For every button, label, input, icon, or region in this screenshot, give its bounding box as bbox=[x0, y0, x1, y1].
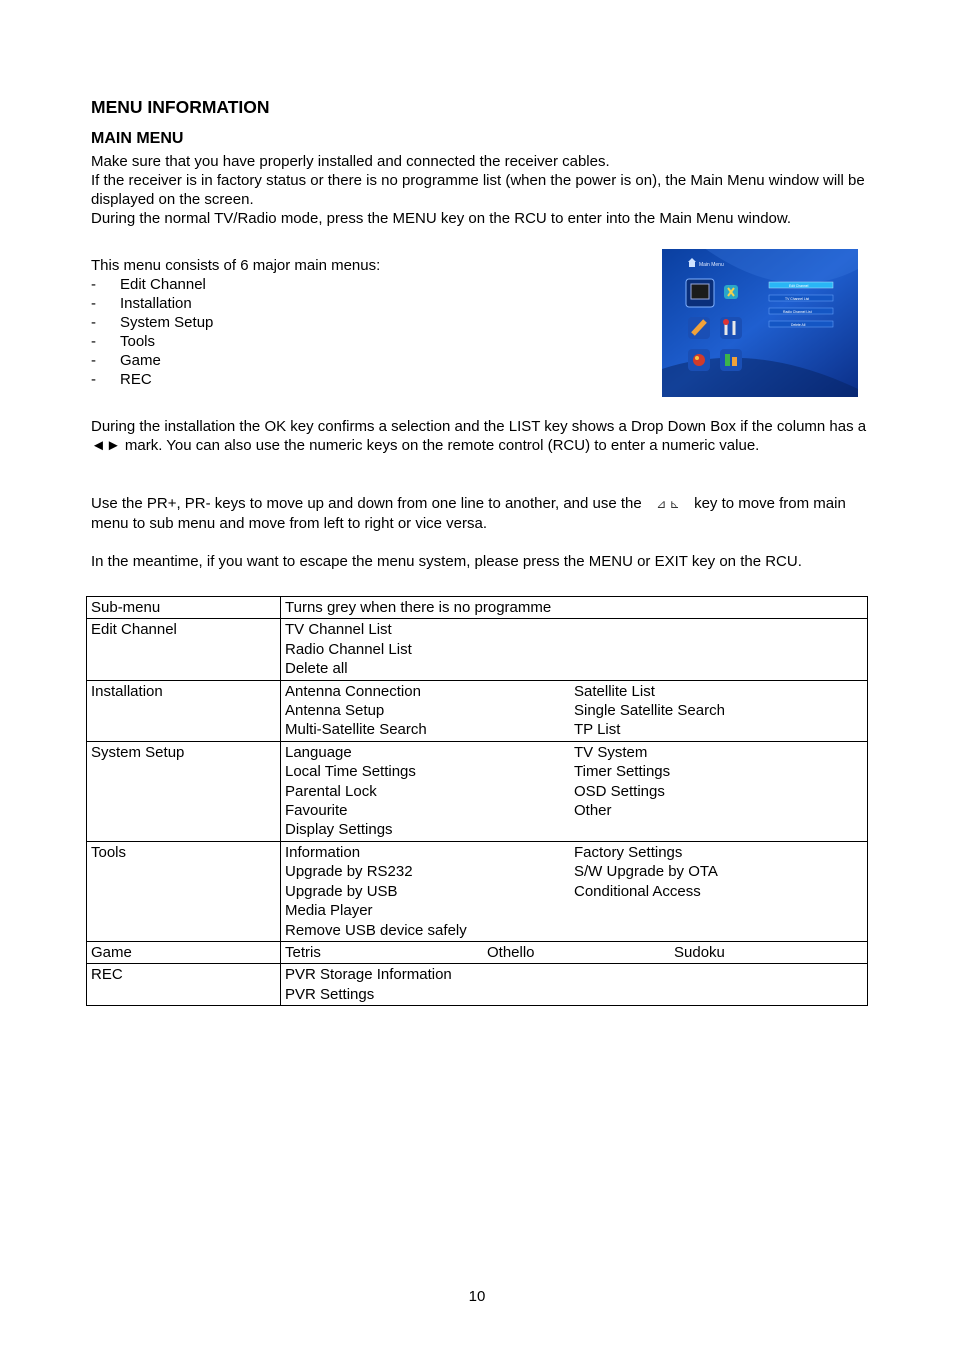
table-row: REC PVR Storage Information PVR Settings bbox=[87, 964, 868, 1006]
pr-keys-paragraph: Use the PR+, PR- keys to move up and down from one line to another, and use the ⊿ ⊾ key to move from main menu to sub menu and move from left to right or vice versa. bbox=[91, 495, 846, 532]
list-item: - Installation bbox=[91, 295, 192, 312]
escape-paragraph: In the meantime, if you want to escape the menu system, please press the MENU or EXIT key on the RCU. bbox=[91, 553, 802, 570]
left-right-key-icon: ⊿ ⊾ bbox=[656, 497, 680, 511]
installation-icon bbox=[724, 285, 738, 299]
screenshot-menu-item: Radio Channel List bbox=[783, 310, 812, 314]
table-row: Game Tetris Othello Sudoku bbox=[87, 941, 868, 963]
ok-key-paragraph: During the installation the OK key confirms a selection and the LIST key shows a Drop Down Box if the column has a ◄► mark. You can also use the numeric keys on the remote control (RCU) to enter a numeric value. bbox=[91, 418, 867, 454]
intro-line: If the receiver is in factory status or there is no programme list (when the power is on), the Main Menu window will be displayed on the screen. bbox=[91, 172, 865, 208]
tv-icon bbox=[691, 284, 709, 299]
list-item: - REC bbox=[91, 371, 152, 388]
screenshot-menu-item: Edit Channel bbox=[789, 284, 809, 288]
page-number: 10 bbox=[468, 1288, 486, 1305]
table-row: Tools Information Upgrade by RS232 Upgrade by USB Media Player Remove USB device safely Factory Settings S/W Upgrade by OTA Conditional Access bbox=[87, 841, 868, 941]
table-row: Sub-menu Turns grey when there is no programme bbox=[87, 597, 868, 619]
screenshot-menu-item: Delete All bbox=[791, 323, 806, 327]
submenu-table bbox=[86, 596, 868, 1006]
table-row: Edit Channel TV Channel List Radio Channel List Delete all bbox=[87, 619, 868, 680]
system-setup-icon bbox=[688, 317, 710, 339]
intro-line: During the normal TV/Radio mode, press the MENU key on the RCU to enter into the Main Menu window. bbox=[91, 210, 792, 227]
tools-icon bbox=[720, 317, 742, 339]
screenshot-title: Main Menu bbox=[699, 262, 724, 268]
list-item: - Tools bbox=[91, 333, 156, 350]
subsection-heading: MAIN MENU bbox=[91, 130, 184, 147]
intro-paragraph bbox=[91, 152, 871, 228]
list-item: - Edit Channel bbox=[91, 276, 206, 293]
main-menu-screenshot bbox=[662, 249, 858, 397]
screenshot-menu-item: TV Channel List bbox=[785, 297, 810, 301]
rec-icon bbox=[720, 349, 742, 371]
game-icon bbox=[688, 349, 710, 371]
list-item: - Game bbox=[91, 352, 161, 369]
menus-intro: This menu consists of 6 major main menus: bbox=[91, 257, 381, 274]
list-item: - System Setup bbox=[91, 314, 214, 331]
section-heading: MENU INFORMATION bbox=[91, 97, 270, 117]
table-row: Installation Antenna Connection Antenna Setup Multi-Satellite Search Satellite List Single Satellite Search TP List bbox=[87, 680, 868, 741]
table-row: System Setup Language Local Time Settings Parental Lock Favourite Display Settings TV System Timer Settings OSD Settings Other bbox=[87, 741, 868, 841]
intro-line: Make sure that you have properly installed and connected the receiver cables. bbox=[91, 153, 610, 170]
